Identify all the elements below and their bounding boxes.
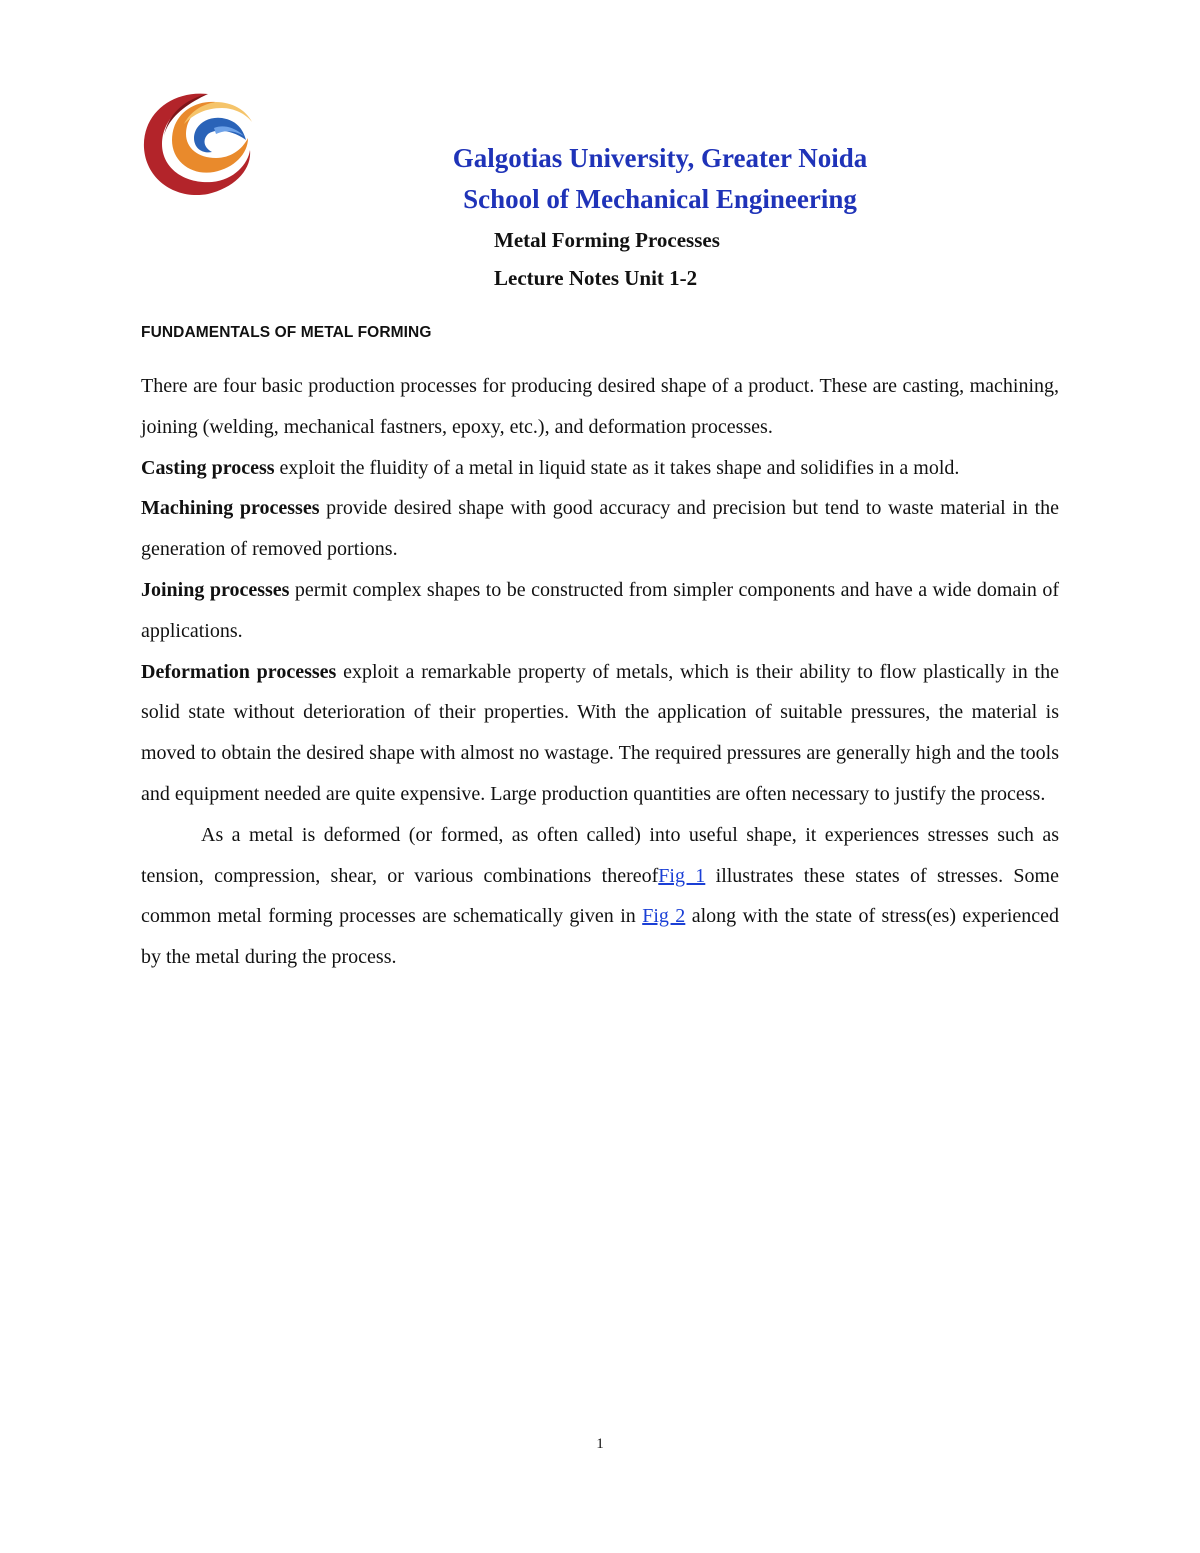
- unit-title: Lecture Notes Unit 1-2: [494, 266, 698, 290]
- stresses-text-1: As a metal is deformed (or formed, as often called) into useful shape, it experiences stresses such as tension, compression, shear, or various combinations thereof: [141, 823, 1059, 887]
- deformation-term: Deformation processes: [141, 660, 337, 683]
- fig-1-link[interactable]: Fig 1: [658, 864, 706, 887]
- machining-term: Machining processes: [141, 497, 320, 520]
- intro-paragraph: There are four basic production processes for producing desired shape of a product. These are casting, machining, joining (welding, mechanical fastners, epoxy, etc.), and deformation processes.: [141, 375, 1059, 438]
- casting-paragraph: [141, 448, 1059, 489]
- deformation-paragraph: [141, 652, 1059, 815]
- logo-inner-swirl: [194, 118, 246, 153]
- university-name: Galgotias University, Greater Noida: [452, 143, 868, 173]
- body-text: [141, 366, 1059, 978]
- machining-paragraph: [141, 488, 1059, 570]
- stresses-text-2: illustrates these states of stresses. Some common metal forming processes are schematically given in: [141, 864, 1059, 928]
- joining-text: permit complex shapes to be constructed from simpler components and have a wide domain of applications.: [141, 578, 1059, 642]
- stresses-text-3: along with the state of stress(es) experienced by the metal during the process.: [141, 905, 1060, 969]
- university-logo-icon: [138, 88, 258, 200]
- course-title: Metal Forming Processes: [494, 228, 720, 252]
- logo-middle-swirl: [172, 102, 248, 173]
- casting-term: Casting process: [141, 456, 275, 479]
- page-number: 1: [596, 1436, 604, 1452]
- joining-term: Joining processes: [141, 578, 290, 601]
- machining-text: provide desired shape with good accuracy and precision but tend to waste material in the generation of removed portions.: [141, 497, 1060, 561]
- stresses-paragraph: [141, 815, 1059, 978]
- casting-text: exploit the fluidity of a metal in liquid state as it takes shape and solidifies in a mold.: [274, 456, 960, 479]
- joining-paragraph: [141, 570, 1059, 652]
- section-heading: FUNDAMENTALS OF METAL FORMING: [141, 324, 432, 341]
- deformation-text: exploit a remarkable property of metals, which is their ability to flow plastically in the solid state without deterioration of their properties. With the application of suitable pressures, the material is moved to obtain the desired shape with almost no wastage. The required pressures are generally high and the tools and equipment needed are quite expensive. Large production quantities are often necessary to justify the process.: [141, 660, 1059, 805]
- school-name: School of Mechanical Engineering: [463, 184, 857, 214]
- fig-2-link[interactable]: Fig 2: [642, 905, 686, 928]
